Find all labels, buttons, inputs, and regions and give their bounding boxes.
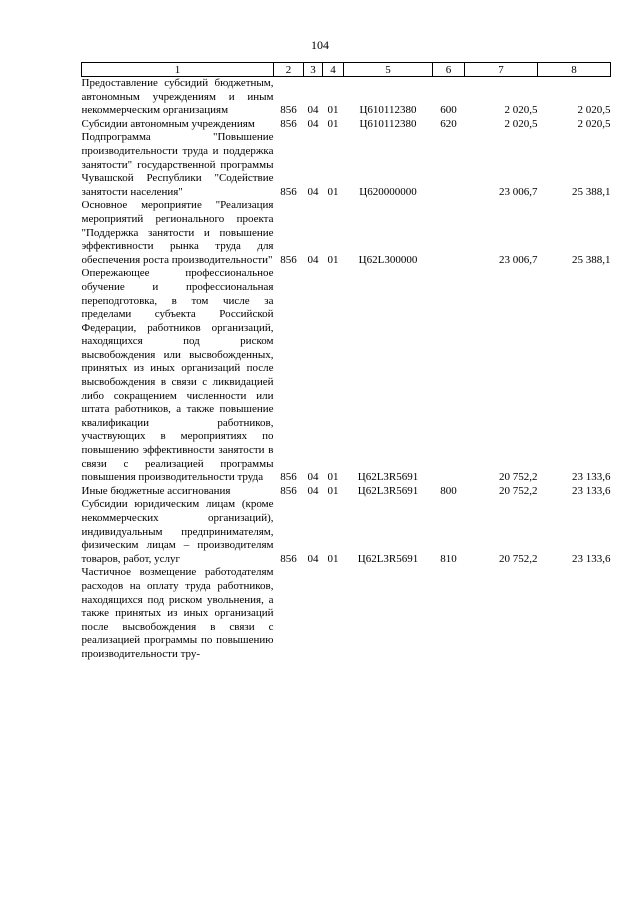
row-amount-2021: 20 752,2 bbox=[499, 484, 538, 497]
row-name: Иные бюджетные ассигнования bbox=[81, 484, 231, 497]
row-amount-2022: 25 388,1 bbox=[572, 185, 611, 198]
table-row bbox=[82, 199, 611, 267]
row-subsection: 01 bbox=[327, 253, 339, 266]
row-section: 04 bbox=[307, 552, 319, 565]
column-header: 4 bbox=[323, 63, 344, 77]
row-expense-type bbox=[433, 199, 465, 267]
table-row bbox=[82, 485, 611, 499]
row-expense-type bbox=[433, 267, 465, 485]
column-header: 7 bbox=[465, 63, 538, 77]
row-name: Предоставление субсидий бюджетным, автономным учреждениям и иным некоммерческим организациям bbox=[81, 77, 274, 117]
row-name: Субсидии юридическим лицам (кроме некоммерческих организаций), индивидуальным предпринимателям, физическим лицам – производителям товаров, работ, услуг bbox=[81, 498, 274, 565]
row-gr-code bbox=[274, 566, 304, 661]
row-expense-type: 800 bbox=[440, 484, 457, 497]
table-row bbox=[82, 566, 611, 661]
row-target-article: Ц62L3R5691 bbox=[357, 484, 419, 497]
row-subsection: 01 bbox=[327, 471, 339, 484]
row-target-article bbox=[344, 566, 433, 661]
row-gr-code: 856 bbox=[280, 185, 297, 198]
column-header: 8 bbox=[538, 63, 611, 77]
row-name: Опережающее профессиональное обучение и профессиональная переподготовка, в том числе за пределами субъекта Российской Федерации, работников организаций, находящихся под риском высвобождения или высвобожденных, принятых из иных организаций после высвобождения в связи с ликвидацией либо сокращением численности или штата работников, а также повышение квалификации работников, участвующих в мероприятиях по повышению эффективности занятости в связи с реализацией программы повышения производительности труда bbox=[81, 267, 274, 484]
row-target-article: Ц620000000 bbox=[359, 185, 417, 198]
row-amount-2022: 2 020,5 bbox=[577, 117, 611, 130]
row-amount-2021: 2 020,5 bbox=[504, 104, 538, 117]
row-gr-code: 856 bbox=[280, 484, 297, 497]
budget-table bbox=[81, 62, 611, 662]
row-subsection: 01 bbox=[327, 552, 339, 565]
column-header: 2 bbox=[274, 63, 304, 77]
row-gr-code: 856 bbox=[280, 471, 297, 484]
row-amount-2022: 2 020,5 bbox=[577, 104, 611, 117]
header-row bbox=[82, 63, 611, 77]
row-amount-2022: 23 133,6 bbox=[572, 471, 611, 484]
row-subsection: 01 bbox=[327, 104, 339, 117]
row-gr-code: 856 bbox=[280, 253, 297, 266]
row-gr-code: 856 bbox=[280, 104, 297, 117]
row-section bbox=[304, 566, 323, 661]
column-header: 5 bbox=[344, 63, 433, 77]
row-gr-code: 856 bbox=[280, 552, 297, 565]
row-expense-type bbox=[433, 566, 465, 661]
row-name: Субсидии автономным учреждениям bbox=[81, 117, 255, 130]
row-name: Частичное возмещение работодателям расходов на оплату труда работников, находящихся под риском увольнения, а также принятых из иных организаций после высвобождения в связи с реализацией программы по повышению производительности тру- bbox=[81, 566, 274, 660]
row-subsection: 01 bbox=[327, 484, 339, 497]
row-name: Подпрограмма "Повышение производительности труда и поддержка занятости" государственной программы Чувашской Республики "Содействие занятости населения" bbox=[81, 131, 274, 198]
column-header: 6 bbox=[433, 63, 465, 77]
table-body bbox=[82, 77, 611, 662]
row-subsection bbox=[323, 566, 344, 661]
row-amount-2022 bbox=[538, 566, 611, 661]
column-header: 1 bbox=[82, 63, 274, 77]
table-row bbox=[82, 267, 611, 485]
row-subsection: 01 bbox=[327, 117, 339, 130]
row-target-article: Ц62L3R5691 bbox=[357, 552, 419, 565]
row-amount-2022: 23 133,6 bbox=[572, 552, 611, 565]
row-expense-type: 600 bbox=[440, 104, 457, 117]
row-expense-type bbox=[433, 131, 465, 199]
row-section: 04 bbox=[307, 253, 319, 266]
row-amount-2022: 23 133,6 bbox=[572, 484, 611, 497]
row-amount-2021 bbox=[465, 566, 538, 661]
row-target-article: Ц62L3R5691 bbox=[357, 471, 419, 484]
row-amount-2021: 20 752,2 bbox=[499, 552, 538, 565]
row-target-article: Ц610112380 bbox=[359, 104, 417, 117]
row-section: 04 bbox=[307, 484, 319, 497]
row-expense-type: 620 bbox=[440, 117, 457, 130]
row-amount-2021: 23 006,7 bbox=[499, 253, 538, 266]
column-header: 3 bbox=[304, 63, 323, 77]
row-amount-2022: 25 388,1 bbox=[572, 253, 611, 266]
row-amount-2021: 20 752,2 bbox=[499, 471, 538, 484]
row-section: 04 bbox=[307, 117, 319, 130]
row-gr-code: 856 bbox=[280, 117, 297, 130]
row-subsection: 01 bbox=[327, 185, 339, 198]
row-name: Основное мероприятие "Реализация мероприятий регионального проекта "Поддержка занятости и повышение эффективности рынка труда для обеспечения роста производительности" bbox=[81, 199, 274, 266]
table-row bbox=[82, 131, 611, 199]
page-number: 104 bbox=[311, 38, 329, 52]
row-expense-type: 810 bbox=[440, 552, 457, 565]
row-amount-2021: 2 020,5 bbox=[504, 117, 538, 130]
table-row bbox=[82, 77, 611, 118]
row-target-article: Ц610112380 bbox=[359, 117, 417, 130]
row-section: 04 bbox=[307, 185, 319, 198]
table-row bbox=[82, 498, 611, 566]
row-section: 04 bbox=[307, 104, 319, 117]
table-row bbox=[82, 118, 611, 132]
row-target-article: Ц62L300000 bbox=[358, 253, 418, 266]
row-section: 04 bbox=[307, 471, 319, 484]
row-amount-2021: 23 006,7 bbox=[499, 185, 538, 198]
